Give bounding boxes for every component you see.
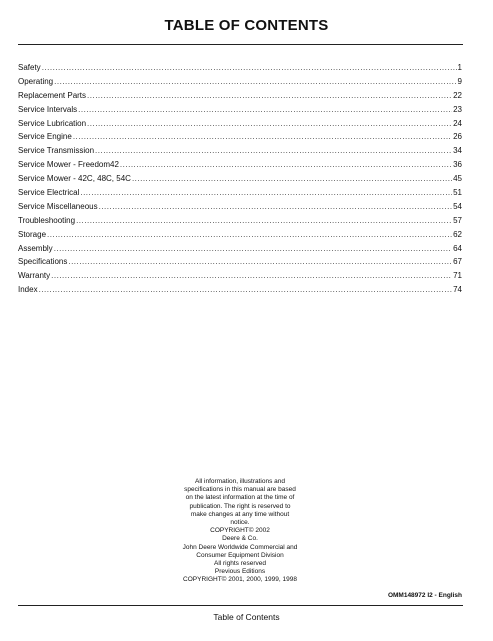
- toc-entry-page: 62: [453, 229, 462, 239]
- toc-entry-page: 74: [453, 285, 462, 295]
- toc-entry-label: Index: [18, 285, 38, 295]
- dot-leader: [47, 228, 452, 242]
- toc-entry-replacement-parts[interactable]: [18, 89, 462, 103]
- dot-leader: [95, 144, 452, 158]
- toc-entry-safety[interactable]: [18, 61, 462, 75]
- notice-line: All information, illustrations and: [195, 478, 285, 485]
- page-title: TABLE OF CONTENTS: [164, 17, 329, 34]
- toc-entry-page: 54: [453, 201, 462, 211]
- toc-entry-label: Replacement Parts: [18, 90, 87, 100]
- toc-entry-service-intervals[interactable]: [18, 103, 462, 117]
- toc-entry-page: 64: [453, 243, 462, 253]
- toc-entry-page: 9: [457, 76, 462, 86]
- toc-entry-label: Safety: [18, 63, 41, 72]
- toc-entry-service-miscellaneous[interactable]: [18, 200, 462, 214]
- toc-entry-label: Service Miscellaneous: [18, 201, 98, 211]
- dot-leader: [51, 269, 452, 283]
- dot-leader: [54, 242, 452, 256]
- toc-entry-page: 34: [453, 146, 462, 156]
- toc-entry-troubleshooting[interactable]: [18, 214, 462, 228]
- toc-entry-label: Troubleshooting: [18, 215, 76, 225]
- toc-entry-page: 71: [453, 271, 462, 281]
- toc-entry-page: 51: [453, 188, 462, 198]
- toc-entry-service-mower-42c-48c-54c[interactable]: [18, 172, 462, 186]
- notice-line: Consumer Equipment Division: [196, 551, 284, 559]
- toc-entry-label: Service Electrical: [18, 188, 80, 198]
- toc-entry-label: Service Mower - Freedom42: [18, 160, 119, 170]
- copyright-notice: [140, 478, 340, 585]
- notice-line: publication. The right is reserved to: [189, 502, 291, 510]
- dot-leader: [99, 200, 453, 214]
- notice-line: John Deere Worldwide Commercial and: [182, 543, 298, 551]
- toc-entry-page: 22: [453, 90, 462, 100]
- toc-entry-label: Storage: [18, 229, 47, 239]
- toc-entry-label: Service Mower - 42C, 48C, 54C: [18, 174, 131, 184]
- toc-entry-label: Warranty: [18, 271, 51, 281]
- footer-divider: [18, 605, 463, 606]
- toc-entry-service-engine[interactable]: [18, 130, 462, 144]
- title-divider: [18, 44, 463, 45]
- toc-entry-page: 67: [453, 257, 462, 267]
- dot-leader: [76, 214, 452, 228]
- dot-leader: [80, 186, 452, 200]
- notice-line: specifications in this manual are based: [184, 486, 296, 494]
- toc-entry-page: 36: [453, 160, 462, 170]
- toc-entry-page: 26: [453, 132, 462, 142]
- toc-entry-page: 1: [457, 63, 462, 72]
- dot-leader: [87, 117, 452, 131]
- notice-line: make changes at any time without: [190, 510, 290, 518]
- toc-entry-page: 23: [453, 104, 462, 114]
- dot-leader: [120, 158, 452, 172]
- toc-entry-page: 45: [453, 174, 462, 184]
- notice-line: notice.: [230, 519, 250, 527]
- dot-leader: [73, 130, 452, 144]
- toc-entry-label: Specifications: [18, 257, 68, 267]
- dot-leader: [54, 75, 456, 89]
- toc-entry-warranty[interactable]: [18, 269, 462, 283]
- notice-line: COPYRIGHT© 2001, 2000, 1999, 1998: [183, 576, 297, 584]
- notice-line: Deere & Co.: [222, 535, 258, 543]
- notice-line: All rights reserved: [213, 560, 267, 568]
- toc-entry-label: Service Intervals: [18, 104, 78, 114]
- document-id: OMM148972 I2 - English: [387, 592, 462, 599]
- dot-leader: [78, 103, 452, 117]
- toc-entry-service-lubrication[interactable]: [18, 117, 462, 131]
- toc-entry-label: Assembly: [18, 243, 53, 253]
- notice-line: Previous Editions: [214, 568, 266, 576]
- notice-line: COPYRIGHT© 2002: [210, 527, 270, 535]
- toc-entry-specifications[interactable]: [18, 255, 462, 269]
- toc-entry-label: Service Engine: [18, 132, 72, 142]
- notice-line: on the latest information at the time of: [185, 494, 295, 502]
- toc-entry-index[interactable]: [18, 283, 462, 297]
- toc-entry-page: 24: [453, 118, 462, 128]
- toc-entry-service-transmission[interactable]: [18, 144, 462, 158]
- table-of-contents: [18, 61, 462, 297]
- toc-entry-operating[interactable]: [18, 75, 462, 89]
- dot-leader: [87, 89, 452, 103]
- footer-section-title: Table of Contents: [213, 612, 280, 622]
- toc-entry-service-mower-freedom42[interactable]: [18, 158, 462, 172]
- toc-entry-label: Service Lubrication: [18, 118, 87, 128]
- dot-leader: [42, 61, 457, 75]
- dot-leader: [132, 172, 452, 186]
- dot-leader: [68, 255, 452, 269]
- toc-entry-storage[interactable]: [18, 228, 462, 242]
- toc-entry-service-electrical[interactable]: [18, 186, 462, 200]
- toc-entry-label: Service Transmission: [18, 146, 95, 156]
- toc-entry-page: 57: [453, 215, 462, 225]
- toc-entry-assembly[interactable]: [18, 242, 462, 256]
- toc-entry-label: Operating: [18, 76, 54, 86]
- dot-leader: [39, 283, 453, 297]
